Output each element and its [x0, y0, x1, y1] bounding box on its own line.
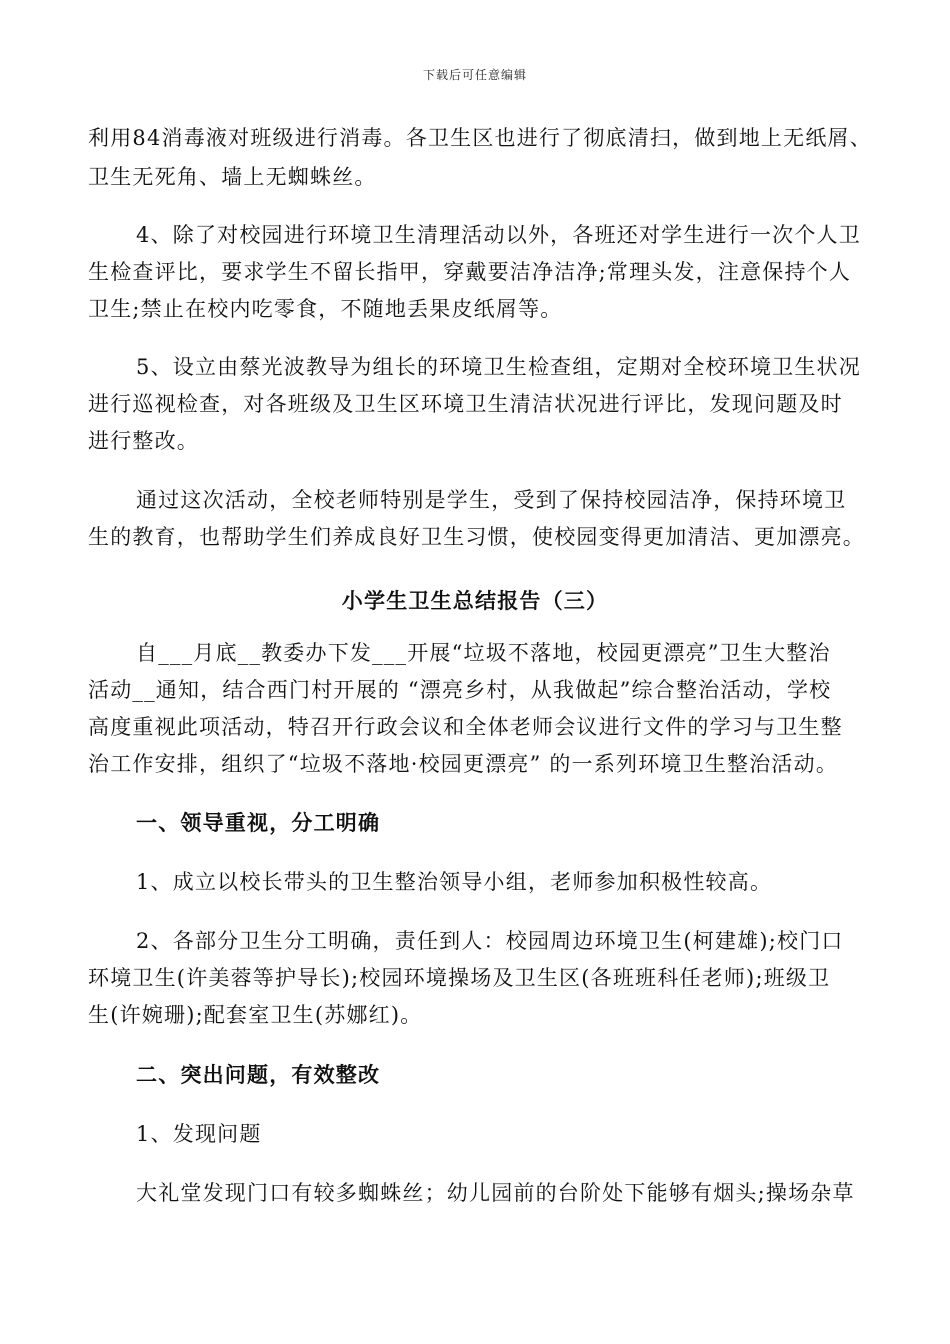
paragraph-line: 治工作安排，组织了“垃圾不落地·校园更漂亮” 的一系列环境卫生整治活动。 [88, 752, 839, 776]
paragraph-line: 4、除了对校园进行环境卫生清理活动以外，各班还对学生进行一次个人卫 [136, 223, 861, 247]
subheading: 一、领导重视，分工明确 [136, 810, 381, 835]
paragraph-line: 进行整改。 [88, 429, 199, 453]
paragraph-line: 大礼堂发现门口有较多蜘蛛丝；幼儿园前的台阶处下能够有烟头;操场杂草 [136, 1181, 855, 1205]
paragraph-line: 5、设立由蔡光波教导为组长的环境卫生检查组，定期对全校环境卫生状况 [136, 355, 861, 379]
paragraph-line: 1、发现问题 [136, 1122, 262, 1146]
paragraph-line: 生的教育，也帮助学生们养成良好卫生习惯，使校园变得更加清洁、更加漂亮。 [88, 525, 865, 549]
paragraph-line: 通过这次活动，全校老师特别是学生，受到了保持校园洁净，保持环境卫 [136, 488, 847, 512]
paragraph-line: 1、成立以校长带头的卫生整治领导小组，老师参加积极性较高。 [136, 870, 773, 894]
paragraph-line: 利用84消毒液对班级进行消毒。各卫生区也进行了彻底清扫，做到地上无纸屑、 [88, 126, 872, 150]
page-header: 下载后可任意编辑 [422, 68, 527, 82]
section-title: 小学生卫生总结报告（三） [341, 588, 609, 613]
paragraph-line: 生检查评比，要求学生不留长指甲，穿戴要洁净洁净;常理头发，注意保持个人 [88, 260, 852, 284]
paragraph-line: 生(许婉珊);配套室卫生(苏娜红)。 [88, 1003, 423, 1027]
paragraph-line: 活动__通知，结合西门村开展的 “漂亮乡村，从我做起”综合整治活动，学校 [88, 678, 832, 702]
paragraph-line: 卫生;禁止在校内吃零食，不随地丢果皮纸屑等。 [88, 297, 563, 321]
paragraph-line: 进行巡视检查，对各班级及卫生区环境卫生清洁状况进行评比，发现问题及时 [88, 392, 843, 416]
paragraph-line: 自___月底__教委办下发___开展“垃圾不落地，校园更漂亮”卫生大整治 [136, 641, 831, 665]
paragraph-line: 高度重视此项活动，特召开行政会议和全体老师会议进行文件的学习与卫生整 [88, 715, 843, 739]
subheading: 二、突出问题，有效整改 [136, 1062, 381, 1087]
paragraph-line: 2、各部分卫生分工明确，责任到人：校园周边环境卫生(柯建雄);校门口 [136, 929, 844, 953]
paragraph-line: 卫生无死角、墙上无蜘蛛丝。 [88, 165, 377, 189]
paragraph-line: 环境卫生(许美蓉等护导长);校园环境操场及卫生区(各班班科任老师);班级卫 [88, 966, 831, 990]
